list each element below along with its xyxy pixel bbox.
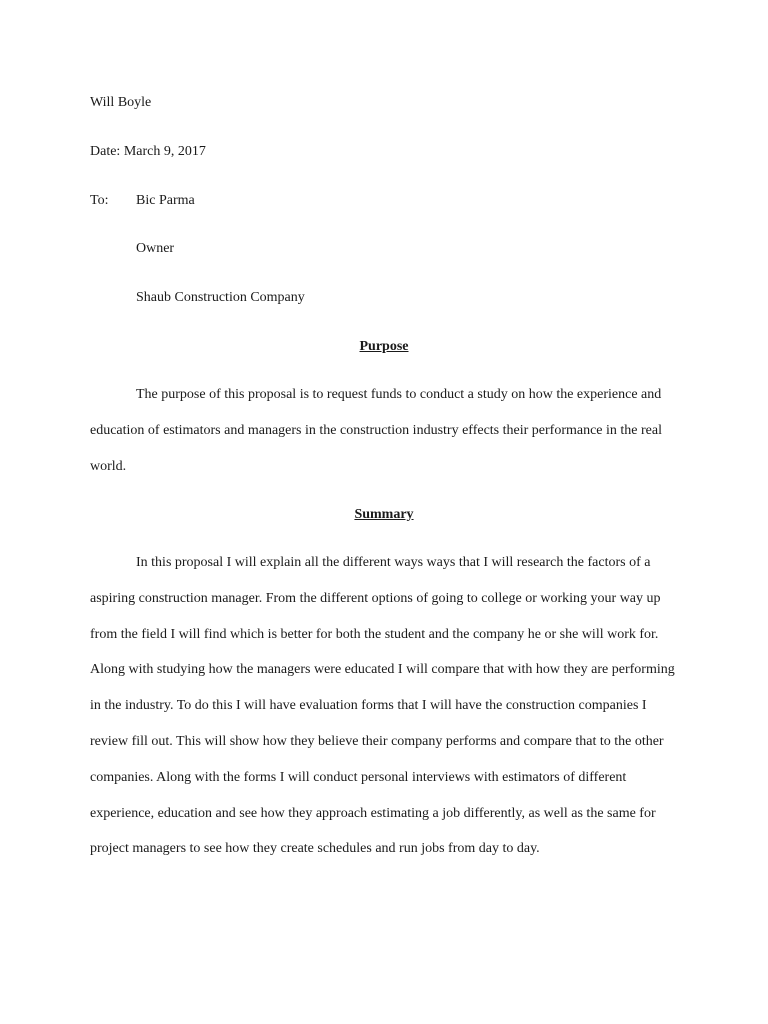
summary-paragraph: In this proposal I will explain all the different ways ways that I will research the factors of a aspiring construction manager. From the different options of going to college or working your way up from the field I will find which is better for both the student and the company he or she will work for. Along with studying how the managers were educated I will compare that with how they are performing in the industry. To do this I will have evaluation forms that I will have the construction companies I review fill out. This will show how they believe their company performs and compare that to the other companies. Along with the forms I will conduct personal interviews with estimators of different experience, education and see how they approach estimating a job differently, as well as the same for project managers to see how they create schedules and run jobs from day to day. xyxy=(90,555,675,857)
recipient-name: Bic Parma xyxy=(136,193,195,208)
summary-heading: Summary xyxy=(354,507,414,522)
to-label: To: xyxy=(90,193,109,208)
memo-date: Date: March 9, 2017 xyxy=(90,144,206,159)
recipient-title: Owner xyxy=(136,241,175,256)
purpose-heading: Purpose xyxy=(359,339,409,354)
purpose-paragraph: The purpose of this proposal is to request funds to conduct a study on how the experience and education of estimators and managers in the construction industry effects their performance in the real world. xyxy=(90,387,662,474)
author-name: Will Boyle xyxy=(90,95,152,110)
recipient-company: Shaub Construction Company xyxy=(136,290,305,305)
